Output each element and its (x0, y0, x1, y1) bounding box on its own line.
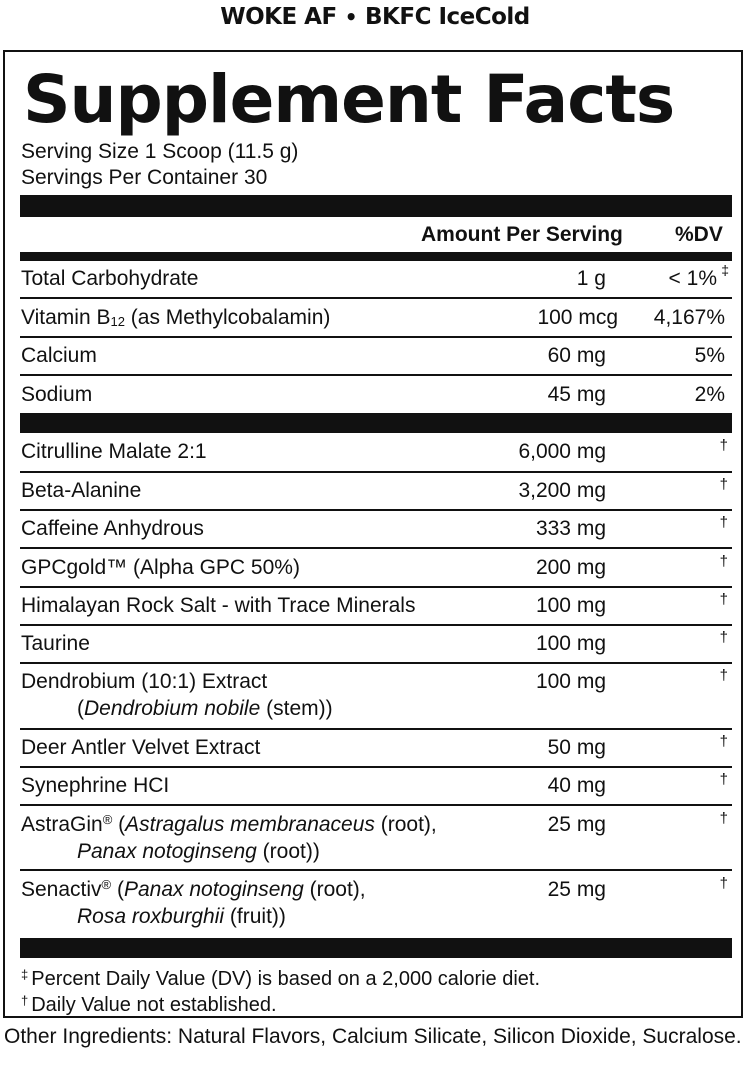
botanical-name: Dendrobium nobile (84, 697, 261, 720)
ingredient-amount: 333 mg (535, 517, 606, 540)
nutrient-dv: 2% (694, 383, 725, 406)
dv-not-established-mark: † (719, 437, 728, 454)
row-divider (20, 624, 732, 626)
nutrient-amount: 45 mg (547, 383, 606, 406)
row-divider (20, 662, 732, 664)
ingredient-amount: 50 mg (547, 736, 606, 759)
footnote-mark: † (21, 993, 29, 1008)
dv-not-established-mark: † (719, 591, 728, 608)
thick-divider (20, 938, 732, 958)
botanical-name: Panax notoginseng (77, 840, 257, 863)
nutrient-name (21, 304, 330, 332)
amount-column-header: Amount Per Serving (421, 223, 623, 246)
plant-part: (root)) (256, 840, 320, 863)
nutrient-dv: 4,167% (653, 306, 725, 329)
dv-not-established-mark: † (719, 733, 728, 750)
source-open-paren: ( (77, 697, 84, 720)
row-divider (20, 869, 732, 871)
nutrient-name: Total Carbohydrate (21, 267, 199, 290)
ingredient-amount: 100 mg (535, 594, 606, 617)
header-separator: • (344, 5, 357, 29)
nutrient-name: Sodium (21, 383, 93, 406)
ingredient-name: Caffeine Anhydrous (21, 517, 204, 540)
dv-not-established-mark: † (719, 810, 728, 827)
source-open-paren: ( (111, 878, 124, 901)
footnote-text: Percent Daily Value (DV) is based on a 2,000 calorie diet. (31, 968, 541, 990)
dv-not-established-mark: † (719, 629, 728, 646)
dv-not-established-mark: † (719, 553, 728, 570)
row-divider (20, 766, 732, 768)
ingredient-name (21, 811, 437, 839)
thick-divider (20, 195, 732, 217)
registered-mark: ® (102, 812, 113, 827)
row-divider (20, 547, 732, 549)
plant-part: (root), (303, 878, 366, 901)
ingredient-name: Citrulline Malate 2:1 (21, 440, 207, 463)
medium-divider (20, 252, 732, 261)
dv-column-header: %DV (675, 223, 723, 246)
plant-part: (root), (374, 813, 437, 836)
ingredient-name: GPCgold™ (Alpha GPC 50%) (21, 556, 300, 579)
ingredient-amount: 25 mg (547, 813, 606, 836)
row-divider (20, 336, 732, 338)
nutrient-name: Calcium (21, 344, 97, 367)
plant-part: (stem)) (260, 697, 333, 720)
dv-not-established-mark: † (719, 875, 728, 892)
footnote-not-established (21, 988, 277, 1018)
thick-divider (20, 413, 732, 433)
botanical-name: Astragalus membranaceus (125, 813, 375, 836)
nutrient-name-subscript: 12 (110, 314, 125, 329)
row-divider (20, 374, 732, 376)
supplement-facts-panel (3, 50, 743, 1018)
row-divider (20, 804, 732, 806)
ingredient-brand: Senactiv (21, 878, 102, 901)
ingredient-source (77, 696, 333, 722)
ingredient-amount: 100 mg (535, 632, 606, 655)
ingredient-amount: 100 mg (535, 670, 606, 693)
serving-size: Serving Size 1 Scoop (11.5 g) (21, 140, 299, 163)
ingredient-name: Beta-Alanine (21, 479, 142, 502)
ingredient-amount: 200 mg (535, 556, 606, 579)
ingredient-name (21, 876, 366, 904)
ingredient-name: Deer Antler Velvet Extract (21, 736, 261, 759)
row-divider (20, 509, 732, 511)
dv-not-established-mark: † (719, 771, 728, 788)
registered-mark: ® (101, 877, 112, 892)
ingredient-name: Himalayan Rock Salt - with Trace Minerals (21, 594, 416, 617)
plant-part: (fruit)) (224, 905, 286, 928)
ingredient-source-line2 (77, 904, 286, 930)
botanical-name: Panax notoginseng (123, 878, 304, 901)
ingredient-name: Taurine (21, 632, 90, 655)
ingredient-amount: 3,200 mg (518, 479, 606, 502)
ingredient-amount: 25 mg (547, 878, 606, 901)
flavor-name: BKFC IceCold (365, 4, 530, 30)
product-header (0, 2, 750, 36)
dv-not-established-mark: † (719, 476, 728, 493)
ingredient-source-line2 (77, 839, 320, 865)
servings-per-container: Servings Per Container 30 (21, 166, 268, 189)
nutrient-amount: 60 mg (547, 344, 606, 367)
nutrient-name-prefix: Vitamin B (21, 306, 111, 329)
nutrient-dv (669, 265, 717, 293)
brand-name: WOKE AF (220, 4, 337, 30)
nutrient-amount: 1 g (576, 267, 606, 290)
dv-value: < 1% (668, 267, 717, 290)
botanical-name: Rosa roxburghii (77, 905, 225, 928)
footnote-text: Daily Value not established. (31, 994, 277, 1016)
ingredient-amount: 40 mg (547, 774, 606, 797)
ingredient-name: Dendrobium (10:1) Extract (21, 670, 268, 693)
dv-footnote-mark: ‡ (721, 262, 729, 278)
source-open-paren: ( (112, 813, 126, 836)
footnote-mark: ‡ (21, 967, 29, 982)
nutrient-name-suffix: (as Methylcobalamin) (124, 306, 331, 329)
nutrient-amount: 100 mcg (537, 306, 618, 329)
ingredient-name: Synephrine HCI (21, 774, 170, 797)
dv-not-established-mark: † (719, 667, 728, 684)
ingredient-brand: AstraGin (21, 813, 103, 836)
row-divider (20, 297, 732, 299)
row-divider (20, 471, 732, 473)
nutrient-dv: 5% (694, 344, 725, 367)
other-ingredients: Other Ingredients: Natural Flavors, Calcium Silicate, Silicon Dioxide, Sucralose. (4, 1025, 742, 1048)
dv-not-established-mark: † (719, 514, 728, 531)
panel-title: Supplement Facts (23, 61, 675, 138)
ingredient-amount: 6,000 mg (518, 440, 606, 463)
row-divider (20, 728, 732, 730)
row-divider (20, 586, 732, 588)
